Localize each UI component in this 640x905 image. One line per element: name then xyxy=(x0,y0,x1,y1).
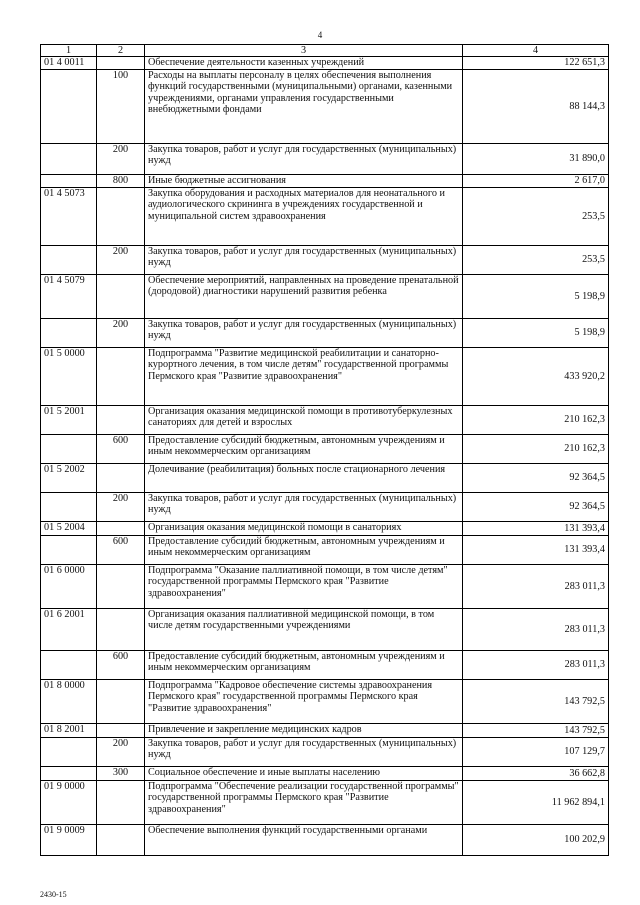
expense-type-cell xyxy=(97,275,145,319)
code-cell xyxy=(41,246,97,275)
description-cell: Закупка товаров, работ и услуг для государственных (муниципальных) нужд xyxy=(145,493,463,522)
code-cell: 01 4 5079 xyxy=(41,275,97,319)
description-cell: Организация оказания медицинской помощи в санаториях xyxy=(145,522,463,536)
amount-cell: 433 920,2 xyxy=(463,348,609,406)
code-cell: 01 6 0000 xyxy=(41,565,97,609)
code-cell xyxy=(41,144,97,175)
amount-cell: 2 617,0 xyxy=(463,175,609,188)
expense-type-cell xyxy=(97,609,145,651)
table-row xyxy=(41,724,609,738)
table-row xyxy=(41,493,609,522)
code-cell: 01 6 2001 xyxy=(41,609,97,651)
expense-type-cell: 600 xyxy=(97,651,145,680)
table-row xyxy=(41,175,609,188)
table-row xyxy=(41,767,609,781)
table-row xyxy=(41,781,609,825)
amount-cell: 253,5 xyxy=(463,188,609,246)
description-cell: Обеспечение выполнения функций государственными органами xyxy=(145,825,463,856)
description-cell: Закупка оборудования и расходных материалов для неонатального и аудиологического скрининга в учреждениях государственной и муниципальной систем здравоохранения xyxy=(145,188,463,246)
description-cell: Закупка товаров, работ и услуг для государственных (муниципальных) нужд xyxy=(145,738,463,767)
expense-type-cell: 100 xyxy=(97,70,145,144)
header-cell: 4 xyxy=(463,45,609,57)
expense-type-cell: 200 xyxy=(97,319,145,348)
expense-type-cell: 200 xyxy=(97,246,145,275)
expense-type-cell xyxy=(97,406,145,435)
code-cell xyxy=(41,319,97,348)
table-row xyxy=(41,565,609,609)
table-row xyxy=(41,57,609,70)
table-row xyxy=(41,246,609,275)
amount-cell: 283 011,3 xyxy=(463,651,609,680)
header-cell: 2 xyxy=(97,45,145,57)
code-cell: 01 5 0000 xyxy=(41,348,97,406)
code-cell xyxy=(41,70,97,144)
amount-cell: 122 651,3 xyxy=(463,57,609,70)
description-cell: Закупка товаров, работ и услуг для государственных (муниципальных) нужд xyxy=(145,319,463,348)
amount-cell: 5 198,9 xyxy=(463,275,609,319)
document-code: 2430-15 xyxy=(40,890,67,899)
table-row xyxy=(41,609,609,651)
page-number: 4 xyxy=(317,30,323,40)
description-cell: Долечивание (реабилитация) больных после стационарного лечения xyxy=(145,464,463,493)
description-cell: Обеспечение мероприятий, направленных на проведение пренатальной (дородовой) диагностики нарушений развития ребенка xyxy=(145,275,463,319)
amount-cell: 5 198,9 xyxy=(463,319,609,348)
code-cell: 01 4 0011 xyxy=(41,57,97,70)
expense-type-cell xyxy=(97,680,145,724)
header-cell: 3 xyxy=(145,45,463,57)
description-cell: Подпрограмма "Кадровое обеспечение системы здравоохранения Пермского края" государственной программы Пермского края "Развитие здравоохранения" xyxy=(145,680,463,724)
table-row xyxy=(41,70,609,144)
code-cell: 01 4 5073 xyxy=(41,188,97,246)
amount-cell: 143 792,5 xyxy=(463,680,609,724)
description-cell: Предоставление субсидий бюджетным, автономным учреждениям и иным некоммерческим организациям xyxy=(145,651,463,680)
description-cell: Закупка товаров, работ и услуг для государственных (муниципальных) нужд xyxy=(145,144,463,175)
expense-type-cell: 600 xyxy=(97,536,145,565)
header-cell: 1 xyxy=(41,45,97,57)
table-row xyxy=(41,464,609,493)
code-cell: 01 9 0000 xyxy=(41,781,97,825)
budget-table xyxy=(40,44,609,856)
code-cell xyxy=(41,738,97,767)
table-row xyxy=(41,144,609,175)
table-row xyxy=(41,825,609,856)
table-row xyxy=(41,319,609,348)
amount-cell: 131 393,4 xyxy=(463,536,609,565)
expense-type-cell xyxy=(97,522,145,536)
table-header-row xyxy=(41,45,609,57)
description-cell: Иные бюджетные ассигнования xyxy=(145,175,463,188)
code-cell xyxy=(41,175,97,188)
description-cell: Социальное обеспечение и иные выплаты населению xyxy=(145,767,463,781)
code-cell: 01 5 2002 xyxy=(41,464,97,493)
expense-type-cell xyxy=(97,565,145,609)
description-cell: Расходы на выплаты персоналу в целях обеспечения выполнения функций государственными (муниципальными) органами, казенными учреждениями, органами управления государственными внебюджетными фондами xyxy=(145,70,463,144)
expense-type-cell xyxy=(97,57,145,70)
table-row xyxy=(41,738,609,767)
amount-cell: 210 162,3 xyxy=(463,406,609,435)
description-cell: Подпрограмма "Обеспечение реализации государственной программы" государственной программы Пермского края "Развитие здравоохранения" xyxy=(145,781,463,825)
description-cell: Обеспечение деятельности казенных учреждений xyxy=(145,57,463,70)
code-cell xyxy=(41,767,97,781)
code-cell: 01 9 0009 xyxy=(41,825,97,856)
expense-type-cell: 600 xyxy=(97,435,145,464)
amount-cell: 131 393,4 xyxy=(463,522,609,536)
description-cell: Организация оказания паллиативной медицинской помощи, в том числе детям государственными учреждениями xyxy=(145,609,463,651)
expense-type-cell xyxy=(97,825,145,856)
table-row xyxy=(41,536,609,565)
amount-cell: 11 962 894,1 xyxy=(463,781,609,825)
code-cell xyxy=(41,651,97,680)
amount-cell: 31 890,0 xyxy=(463,144,609,175)
amount-cell: 107 129,7 xyxy=(463,738,609,767)
description-cell: Организация оказания медицинской помощи в противотуберкулезных санаториях для детей и взрослых xyxy=(145,406,463,435)
amount-cell: 283 011,3 xyxy=(463,609,609,651)
amount-cell: 100 202,9 xyxy=(463,825,609,856)
amount-cell: 143 792,5 xyxy=(463,724,609,738)
description-cell: Привлечение и закрепление медицинских кадров xyxy=(145,724,463,738)
code-cell: 01 8 0000 xyxy=(41,680,97,724)
code-cell: 01 5 2001 xyxy=(41,406,97,435)
amount-cell: 92 364,5 xyxy=(463,464,609,493)
amount-cell: 210 162,3 xyxy=(463,435,609,464)
code-cell: 01 8 2001 xyxy=(41,724,97,738)
expense-type-cell xyxy=(97,724,145,738)
expense-type-cell: 200 xyxy=(97,738,145,767)
table-row xyxy=(41,651,609,680)
table-row xyxy=(41,188,609,246)
expense-type-cell xyxy=(97,464,145,493)
amount-cell: 283 011,3 xyxy=(463,565,609,609)
expense-type-cell xyxy=(97,348,145,406)
table-row xyxy=(41,348,609,406)
amount-cell: 88 144,3 xyxy=(463,70,609,144)
table-row xyxy=(41,522,609,536)
expense-type-cell xyxy=(97,188,145,246)
table-row xyxy=(41,680,609,724)
code-cell xyxy=(41,435,97,464)
description-cell: Предоставление субсидий бюджетным, автономным учреждениям и иным некоммерческим организациям xyxy=(145,536,463,565)
code-cell xyxy=(41,536,97,565)
expense-type-cell: 200 xyxy=(97,493,145,522)
table-row xyxy=(41,275,609,319)
expense-type-cell: 200 xyxy=(97,144,145,175)
amount-cell: 253,5 xyxy=(463,246,609,275)
table-row xyxy=(41,406,609,435)
description-cell: Предоставление субсидий бюджетным, автономным учреждениям и иным некоммерческим организациям xyxy=(145,435,463,464)
code-cell: 01 5 2004 xyxy=(41,522,97,536)
code-cell xyxy=(41,493,97,522)
amount-cell: 36 662,8 xyxy=(463,767,609,781)
expense-type-cell xyxy=(97,781,145,825)
expense-type-cell: 300 xyxy=(97,767,145,781)
amount-cell: 92 364,5 xyxy=(463,493,609,522)
description-cell: Подпрограмма "Развитие медицинской реабилитации и санаторно-курортного лечения, в том числе детям" государственной программы Пермского края "Развитие здравоохранения" xyxy=(145,348,463,406)
expense-type-cell: 800 xyxy=(97,175,145,188)
description-cell: Закупка товаров, работ и услуг для государственных (муниципальных) нужд xyxy=(145,246,463,275)
table-row xyxy=(41,435,609,464)
description-cell: Подпрограмма "Оказание паллиативной помощи, в том числе детям" государственной программы Пермского края "Развитие здравоохранения" xyxy=(145,565,463,609)
